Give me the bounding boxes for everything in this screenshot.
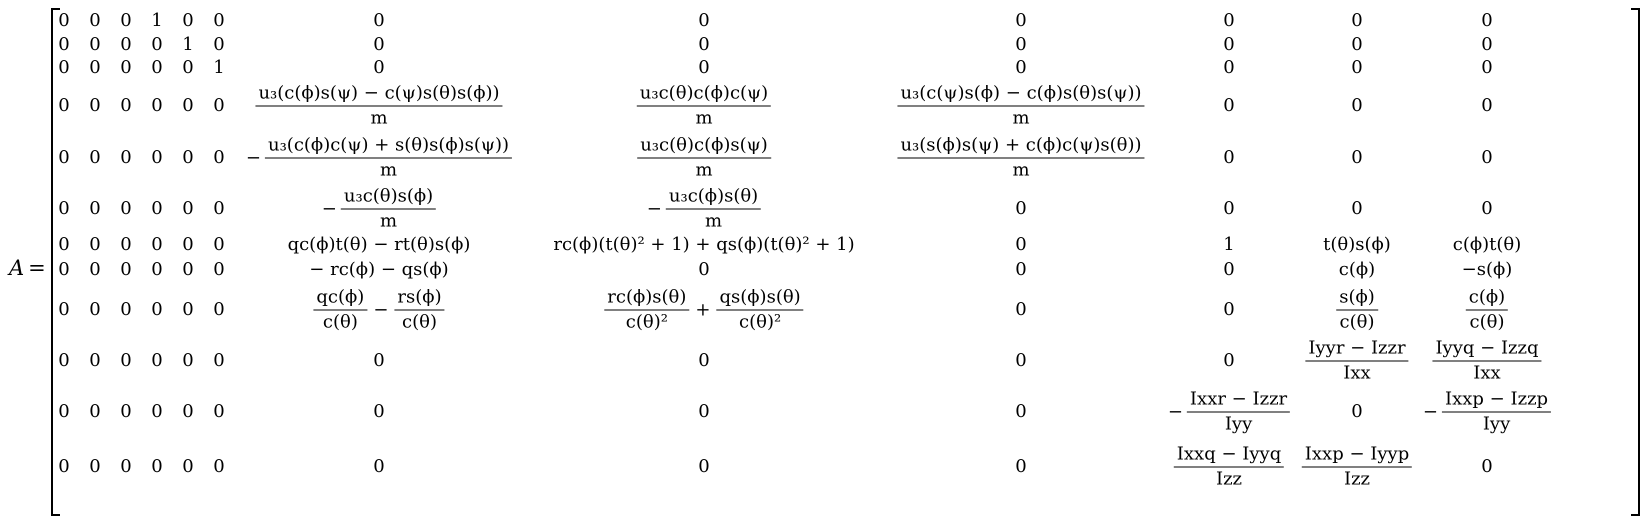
matrix-cell-r6-c2: 0 bbox=[89, 198, 101, 219]
matrix-cell-r6-c5: 0 bbox=[182, 198, 194, 219]
lhs-symbol: A bbox=[9, 256, 25, 280]
matrix-cell-r12-c4: 0 bbox=[151, 456, 163, 477]
matrix-cell-r4-c9 bbox=[897, 82, 1144, 129]
matrix-cell-r11-c10 bbox=[1167, 388, 1290, 435]
matrix-cell-r2-c7: 0 bbox=[373, 34, 385, 55]
matrix-cell-r6-c6: 0 bbox=[213, 198, 225, 219]
matrix-cell-r5-c4: 0 bbox=[151, 147, 163, 168]
matrix-cell-r3-c11: 0 bbox=[1351, 57, 1363, 78]
matrix-cell-r12-c12: 0 bbox=[1481, 456, 1493, 477]
matrix-cell-r10-c9: 0 bbox=[1015, 350, 1027, 371]
fraction bbox=[1442, 388, 1551, 435]
matrix-cell-r3-c12: 0 bbox=[1481, 57, 1493, 78]
fraction bbox=[394, 286, 444, 333]
matrix-cell-r9-c5: 0 bbox=[182, 299, 194, 320]
matrix-cell-r2-c11: 0 bbox=[1351, 34, 1363, 55]
fraction-denominator: m bbox=[1012, 107, 1030, 129]
matrix-cell-r7-c3: 0 bbox=[120, 234, 132, 255]
matrix-cell-r11-c9: 0 bbox=[1015, 401, 1027, 422]
matrix-cell-r8-c2: 0 bbox=[89, 259, 101, 280]
fraction-denominator: Iyy bbox=[1482, 413, 1511, 435]
fraction-denominator: c(θ) bbox=[1339, 311, 1375, 333]
matrix-cell-r4-c2: 0 bbox=[89, 95, 101, 116]
matrix-cell-r11-c2: 0 bbox=[89, 401, 101, 422]
fraction-denominator: Ixx bbox=[1343, 362, 1371, 384]
fraction-numerator: u₃(c(ψ)s(ϕ) − c(ϕ)s(θ)s(ψ)) bbox=[897, 85, 1144, 107]
matrix-cell-r8-c5: 0 bbox=[182, 259, 194, 280]
matrix-cell-r12-c9: 0 bbox=[1015, 456, 1027, 477]
fraction-numerator: u₃c(θ)c(ϕ)c(ψ) bbox=[637, 85, 771, 107]
matrix-cell-r2-c8: 0 bbox=[698, 34, 710, 55]
matrix-cell-r5-c5: 0 bbox=[182, 147, 194, 168]
matrix-cell-r1-c4: 1 bbox=[151, 10, 163, 31]
fraction bbox=[1302, 443, 1412, 490]
matrix-cell-r5-c3: 0 bbox=[120, 147, 132, 168]
matrix-cell-r1-c11: 0 bbox=[1351, 10, 1363, 31]
matrix-cell-r9-c10: 0 bbox=[1223, 299, 1235, 320]
matrix-cell-r1-c2: 0 bbox=[89, 10, 101, 31]
matrix-cell-r5-c7 bbox=[245, 134, 512, 181]
fraction-denominator: m bbox=[370, 107, 388, 129]
matrix-cell-r6-c11: 0 bbox=[1351, 198, 1363, 219]
matrix-cell-r7-c5: 0 bbox=[182, 234, 194, 255]
matrix-cell-r8-c9: 0 bbox=[1015, 259, 1027, 280]
fraction-numerator: u₃(c(ϕ)c(ψ) + s(θ)s(ϕ)s(ψ)) bbox=[265, 137, 512, 159]
matrix-cell-r4-c8 bbox=[637, 82, 771, 129]
matrix-cell-r11-c12 bbox=[1422, 388, 1551, 435]
fraction-numerator: Iyyr − Izzr bbox=[1305, 340, 1408, 362]
fraction-numerator: u₃(s(ϕ)s(ψ) + c(ϕ)c(ψ)s(θ)) bbox=[897, 137, 1144, 159]
equals-sign: = bbox=[28, 256, 46, 280]
matrix-cell-r11-c8: 0 bbox=[698, 401, 710, 422]
matrix-cell-r1-c10: 0 bbox=[1223, 10, 1235, 31]
matrix-cell-r4-c3: 0 bbox=[120, 95, 132, 116]
matrix-cell-r2-c9: 0 bbox=[1015, 34, 1027, 55]
fraction-denominator: Ixx bbox=[1473, 362, 1501, 384]
operator: + bbox=[695, 299, 711, 320]
matrix-cell-r7-c8: rc(ϕ)(t(θ)² + 1) + qs(ϕ)(t(θ)² + 1) bbox=[553, 234, 855, 255]
matrix-cell-r11-c5: 0 bbox=[182, 401, 194, 422]
matrix-cell-r10-c3: 0 bbox=[120, 350, 132, 371]
right-bracket bbox=[1631, 8, 1640, 516]
matrix-cell-r8-c4: 0 bbox=[151, 259, 163, 280]
matrix-cell-r6-c1: 0 bbox=[58, 198, 70, 219]
leading-sign: − bbox=[321, 198, 337, 219]
matrix-cell-r7-c6: 0 bbox=[213, 234, 225, 255]
matrix-cell-r4-c11: 0 bbox=[1351, 95, 1363, 116]
matrix-cell-r8-c8: 0 bbox=[698, 259, 710, 280]
matrix-cell-r6-c3: 0 bbox=[120, 198, 132, 219]
fraction-denominator: m bbox=[1012, 159, 1030, 181]
fraction bbox=[341, 185, 436, 232]
matrix-cell-r8-c12: −s(ϕ) bbox=[1461, 259, 1513, 280]
matrix-cell-r3-c4: 0 bbox=[151, 57, 163, 78]
matrix-cell-r6-c7 bbox=[321, 185, 436, 232]
matrix-cell-r12-c8: 0 bbox=[698, 456, 710, 477]
matrix-cell-r9-c4: 0 bbox=[151, 299, 163, 320]
matrix-cell-r9-c8 bbox=[604, 286, 803, 333]
fraction-denominator: Iyy bbox=[1224, 413, 1253, 435]
matrix-cell-r9-c6: 0 bbox=[213, 299, 225, 320]
fraction bbox=[604, 286, 689, 333]
matrix-cell-r2-c5: 1 bbox=[182, 34, 194, 55]
matrix-cell-r12-c5: 0 bbox=[182, 456, 194, 477]
matrix-cell-r4-c7 bbox=[255, 82, 502, 129]
leading-sign: − bbox=[1167, 401, 1183, 422]
matrix-cell-r4-c5: 0 bbox=[182, 95, 194, 116]
fraction-numerator: qs(ϕ)s(θ) bbox=[717, 289, 804, 311]
fraction-denominator: m bbox=[380, 159, 398, 181]
fraction bbox=[897, 134, 1144, 181]
matrix-cell-r2-c12: 0 bbox=[1481, 34, 1493, 55]
fraction bbox=[1187, 388, 1290, 435]
matrix-cell-r11-c6: 0 bbox=[213, 401, 225, 422]
fraction bbox=[717, 286, 804, 333]
matrix-cell-r12-c7: 0 bbox=[373, 456, 385, 477]
matrix-cell-r12-c2: 0 bbox=[89, 456, 101, 477]
matrix-cell-r10-c8: 0 bbox=[698, 350, 710, 371]
matrix-cell-r8-c7: − rc(ϕ) − qs(ϕ) bbox=[309, 259, 449, 280]
matrix-cell-r5-c2: 0 bbox=[89, 147, 101, 168]
matrix-cell-r8-c3: 0 bbox=[120, 259, 132, 280]
fraction bbox=[1466, 286, 1508, 333]
matrix-cell-r10-c4: 0 bbox=[151, 350, 163, 371]
matrix-cell-r1-c9: 0 bbox=[1015, 10, 1027, 31]
matrix-cell-r4-c1: 0 bbox=[58, 95, 70, 116]
matrix-cell-r11-c3: 0 bbox=[120, 401, 132, 422]
matrix-cell-r12-c3: 0 bbox=[120, 456, 132, 477]
leading-sign: − bbox=[1422, 401, 1439, 422]
fraction-numerator: rs(ϕ) bbox=[394, 289, 444, 311]
matrix-cell-r9-c9: 0 bbox=[1015, 299, 1027, 320]
fraction-denominator: m bbox=[380, 210, 398, 232]
matrix-cell-r6-c12: 0 bbox=[1481, 198, 1493, 219]
fraction-numerator: u₃c(θ)c(ϕ)s(ψ) bbox=[637, 137, 771, 159]
fraction-numerator: u₃(c(ϕ)s(ψ) − c(ψ)s(θ)s(ϕ)) bbox=[255, 85, 502, 107]
fraction-numerator: rc(ϕ)s(θ) bbox=[604, 289, 689, 311]
operator: − bbox=[373, 299, 389, 320]
matrix-cell-r5-c6: 0 bbox=[213, 147, 225, 168]
leading-sign: − bbox=[245, 147, 261, 168]
matrix-cell-r8-c11: c(ϕ) bbox=[1338, 259, 1376, 280]
matrix-cell-r9-c1: 0 bbox=[58, 299, 70, 320]
matrix-cell-r2-c6: 0 bbox=[213, 34, 225, 55]
matrix-cell-r5-c8 bbox=[637, 134, 771, 181]
matrix-cell-r4-c12: 0 bbox=[1481, 95, 1493, 116]
matrix-cell-r7-c4: 0 bbox=[151, 234, 163, 255]
fraction bbox=[637, 82, 771, 129]
matrix-cell-r3-c9: 0 bbox=[1015, 57, 1027, 78]
matrix-cell-r3-c6: 1 bbox=[213, 57, 225, 78]
matrix-cell-r10-c5: 0 bbox=[182, 350, 194, 371]
matrix-cell-r1-c1: 0 bbox=[58, 10, 70, 31]
matrix-cell-r1-c12: 0 bbox=[1481, 10, 1493, 31]
matrix-cell-r10-c1: 0 bbox=[58, 350, 70, 371]
matrix-cell-r2-c4: 0 bbox=[151, 34, 163, 55]
fraction-denominator: c(θ)² bbox=[625, 311, 668, 333]
fraction-denominator: m bbox=[705, 210, 723, 232]
matrix-cell-r7-c11: t(θ)s(ϕ) bbox=[1323, 234, 1391, 255]
matrix-cell-r7-c10: 1 bbox=[1223, 234, 1235, 255]
matrix-cell-r12-c6: 0 bbox=[213, 456, 225, 477]
matrix-cell-r7-c12: c(ϕ)t(θ) bbox=[1452, 234, 1522, 255]
matrix-cell-r1-c3: 0 bbox=[120, 10, 132, 31]
matrix-cell-r6-c9: 0 bbox=[1015, 198, 1027, 219]
matrix-cell-r2-c3: 0 bbox=[120, 34, 132, 55]
matrix-cell-r10-c7: 0 bbox=[373, 350, 385, 371]
fraction bbox=[1174, 443, 1284, 490]
fraction-numerator: s(ϕ) bbox=[1336, 289, 1378, 311]
matrix-cell-r11-c1: 0 bbox=[58, 401, 70, 422]
matrix-cell-r3-c1: 0 bbox=[58, 57, 70, 78]
lhs-label bbox=[9, 256, 46, 280]
fraction-denominator: c(θ)² bbox=[739, 311, 782, 333]
fraction-denominator: m bbox=[695, 107, 713, 129]
fraction-denominator: m bbox=[695, 159, 713, 181]
fraction-numerator: Iyyq − Izzq bbox=[1432, 340, 1541, 362]
matrix-cell-r4-c6: 0 bbox=[213, 95, 225, 116]
matrix-cell-r9-c11 bbox=[1336, 286, 1378, 333]
matrix-cell-r3-c3: 0 bbox=[120, 57, 132, 78]
matrix-cell-r9-c3: 0 bbox=[120, 299, 132, 320]
matrix-cell-r10-c11 bbox=[1305, 337, 1408, 384]
fraction-numerator: u₃c(θ)s(ϕ) bbox=[341, 188, 436, 210]
matrix-cell-r7-c7: qc(ϕ)t(θ) − rt(θ)s(ϕ) bbox=[287, 234, 471, 255]
matrix-cell-r12-c11 bbox=[1302, 443, 1412, 490]
matrix-cell-r8-c1: 0 bbox=[58, 259, 70, 280]
matrix-cell-r1-c6: 0 bbox=[213, 10, 225, 31]
matrix-cell-r3-c8: 0 bbox=[698, 57, 710, 78]
leading-sign: − bbox=[646, 198, 662, 219]
matrix-cell-r11-c4: 0 bbox=[151, 401, 163, 422]
matrix-cell-r12-c10 bbox=[1174, 443, 1284, 490]
matrix-cell-r9-c2: 0 bbox=[89, 299, 101, 320]
matrix-cell-r11-c11: 0 bbox=[1351, 401, 1363, 422]
matrix-cell-r2-c1: 0 bbox=[58, 34, 70, 55]
matrix-cell-r10-c2: 0 bbox=[89, 350, 101, 371]
matrix-cell-r1-c7: 0 bbox=[373, 10, 385, 31]
matrix-cell-r4-c10: 0 bbox=[1223, 95, 1235, 116]
fraction-numerator: qc(ϕ) bbox=[313, 289, 367, 311]
matrix-cell-r11-c7: 0 bbox=[373, 401, 385, 422]
matrix-cell-r3-c5: 0 bbox=[182, 57, 194, 78]
fraction-denominator: Izz bbox=[1343, 468, 1371, 490]
matrix-cell-r9-c12 bbox=[1466, 286, 1508, 333]
matrix-cell-r10-c6: 0 bbox=[213, 350, 225, 371]
matrix-cell-r1-c8: 0 bbox=[698, 10, 710, 31]
fraction-numerator: Ixxp − Izzp bbox=[1442, 391, 1551, 413]
fraction-numerator: c(ϕ) bbox=[1466, 289, 1508, 311]
fraction-denominator: c(θ) bbox=[402, 311, 437, 333]
fraction bbox=[666, 185, 761, 232]
matrix-cell-r9-c7 bbox=[313, 286, 444, 333]
matrix-cell-r10-c10: 0 bbox=[1223, 350, 1235, 371]
matrix-cell-r6-c10: 0 bbox=[1223, 198, 1235, 219]
matrix-cell-r8-c10: 0 bbox=[1223, 259, 1235, 280]
matrix-cell-r5-c10: 0 bbox=[1223, 147, 1235, 168]
fraction-denominator: Izz bbox=[1215, 468, 1243, 490]
matrix-cell-r2-c2: 0 bbox=[89, 34, 101, 55]
matrix-cell-r3-c2: 0 bbox=[89, 57, 101, 78]
matrix-cell-r5-c1: 0 bbox=[58, 147, 70, 168]
fraction-numerator: u₃c(ϕ)s(θ) bbox=[666, 188, 761, 210]
matrix-cell-r3-c7: 0 bbox=[373, 57, 385, 78]
matrix-cell-r8-c6: 0 bbox=[213, 259, 225, 280]
matrix-cell-r7-c9: 0 bbox=[1015, 234, 1027, 255]
fraction bbox=[255, 82, 502, 129]
matrix-cell-r2-c10: 0 bbox=[1223, 34, 1235, 55]
fraction bbox=[1336, 286, 1378, 333]
matrix-cell-r7-c2: 0 bbox=[89, 234, 101, 255]
matrix-cell-r6-c8 bbox=[646, 185, 761, 232]
matrix-cell-r7-c1: 0 bbox=[58, 234, 70, 255]
matrix-cell-r5-c12: 0 bbox=[1481, 147, 1493, 168]
matrix-cell-r12-c1: 0 bbox=[58, 456, 70, 477]
fraction-numerator: Ixxr − Izzr bbox=[1187, 391, 1290, 413]
matrix-cell-r5-c11: 0 bbox=[1351, 147, 1363, 168]
matrix-cell-r1-c5: 0 bbox=[182, 10, 194, 31]
fraction bbox=[265, 134, 512, 181]
matrix-cell-r5-c9 bbox=[897, 134, 1144, 181]
matrix-cell-r6-c4: 0 bbox=[151, 198, 163, 219]
fraction-denominator: c(θ) bbox=[322, 311, 358, 333]
fraction bbox=[1432, 337, 1541, 384]
fraction-numerator: Ixxp − Iyyp bbox=[1302, 446, 1412, 468]
fraction-denominator: c(θ) bbox=[1469, 311, 1505, 333]
matrix-cell-r10-c12 bbox=[1432, 337, 1541, 384]
fraction bbox=[1305, 337, 1408, 384]
fraction bbox=[637, 134, 771, 181]
fraction-numerator: Ixxq − Iyyq bbox=[1174, 446, 1284, 468]
fraction bbox=[897, 82, 1144, 129]
matrix-cell-r3-c10: 0 bbox=[1223, 57, 1235, 78]
fraction bbox=[313, 286, 367, 333]
matrix-cell-r4-c4: 0 bbox=[151, 95, 163, 116]
